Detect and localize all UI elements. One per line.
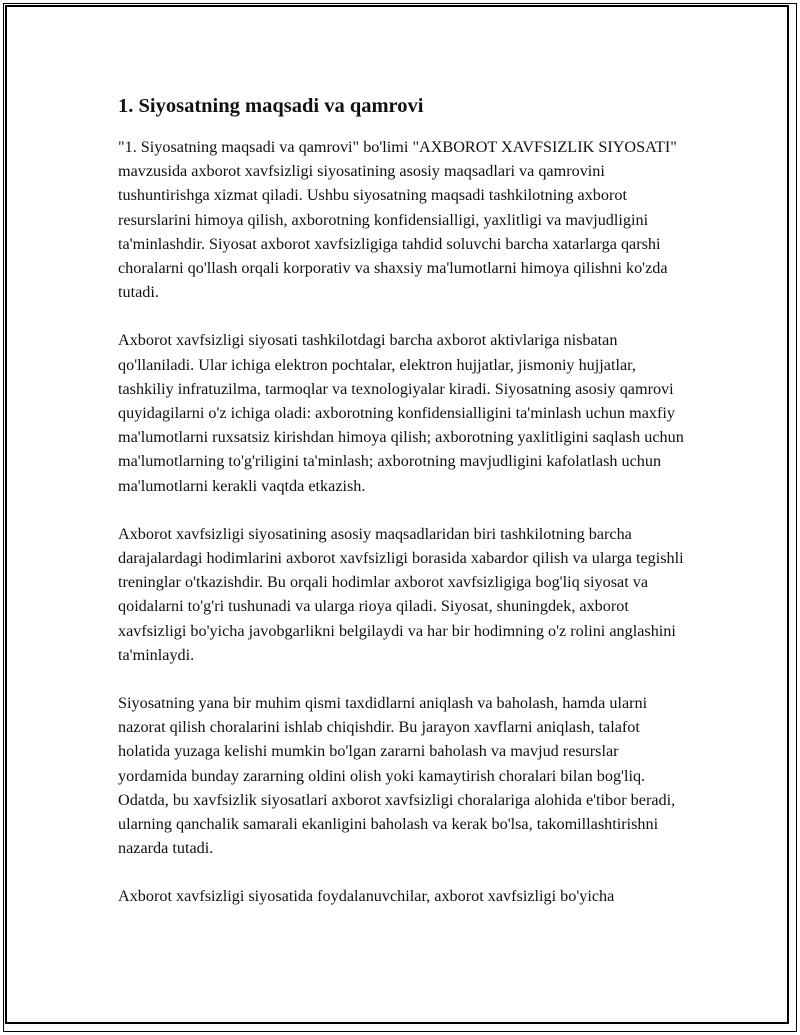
paragraph-users: Axborot xavfsizligi siyosatida foydalanuvchilar, axborot xavfsizligi bo'yicha (118, 887, 615, 906)
paragraph-scope: Axborot xavfsizligi siyosati tashkilotdagi barcha axborot aktivlariga nisbatan qo'llaniladi. Ular ichiga elektron pochtalar, elektron hujjatlar, jismoniy hujjatlar, tashkiliy infratuzilma, tarmoqlar va texnologiyalar kiradi. Siyosatning asosiy qamrovi quyidagilarni o'z ichiga oladi: axborotning konfidensialligini ta'minlash uchun maxfiy ma'lumotlarni ruxsatsiz kirishdan himoya qilish; axborotning yaxlitligini saqlash uchun ma'lumotlarning to'g'riligini ta'minlash; axborotning mavjudligini kafolatlash uchun ma'lumotlarni kerakli vaqtda etkazish. (118, 331, 684, 495)
document-body (118, 93, 688, 933)
section-heading: 1. Siyosatning maqsadi va qamrovi (118, 95, 424, 117)
paragraph-risk: Siyosatning yana bir muhim qismi taxdidlarni aniqlash va baholash, hamda ularni nazorat qilish choralarini ishlab chiqishdir. Bu jarayon xavflarni aniqlash, talafot holatida yuzaga kelishi mumkin bo'lgan zararni baholash va mavjud resurslar yordamida bunday zararning oldini olish yoki kamaytirish choralari bilan bog'liq. Odatda, bu xavfsizlik siyosatlari axborot xavfsizligi choralariga alohida e'tibor beradi, ularning qanchalik samarali ekanligini baholash va kerak bo'lsa, takomillashtirishni nazarda tutadi. (118, 694, 676, 858)
paragraph-purpose: "1. Siyosatning maqsadi va qamrovi" bo'limi "AXBOROT XAVFSIZLIK SIYOSATI" mavzusida axborot xavfsizligi siyosatining asosiy maqsadlari va qamrovini tushuntirishga xizmat qiladi. Ushbu siyosatning maqsadi tashkilotning axborot resurslarini himoya qilish, axborotning konfidensialligi, yaxlitligi va mavjudligini ta'minlashdir. Siyosat axborot xavfsizligiga tahdid soluvchi barcha xatarlarga qarshi choralarni qo'llash orqali korporativ va shaxsiy ma'lumotlarni himoya qilishni ko'zda tutadi. (118, 138, 677, 302)
paragraph-awareness: Axborot xavfsizligi siyosatining asosiy maqsadlaridan biri tashkilotning barcha darajalardagi hodimlarini axborot xavfsizligi borasida xabardor qilish va ularga tegishli treninglar o'tkazishdir. Bu orqali hodimlar axborot xavfsizligiga bog'liq siyosat va qoidalarni to'g'ri tushunadi va ularga rioya qiladi. Siyosat, shuningdek, axborot xavfsizligi bo'yicha javobgarlikni belgilaydi va har bir hodimning o'z rolini anglashini ta'minlaydi. (118, 524, 684, 664)
